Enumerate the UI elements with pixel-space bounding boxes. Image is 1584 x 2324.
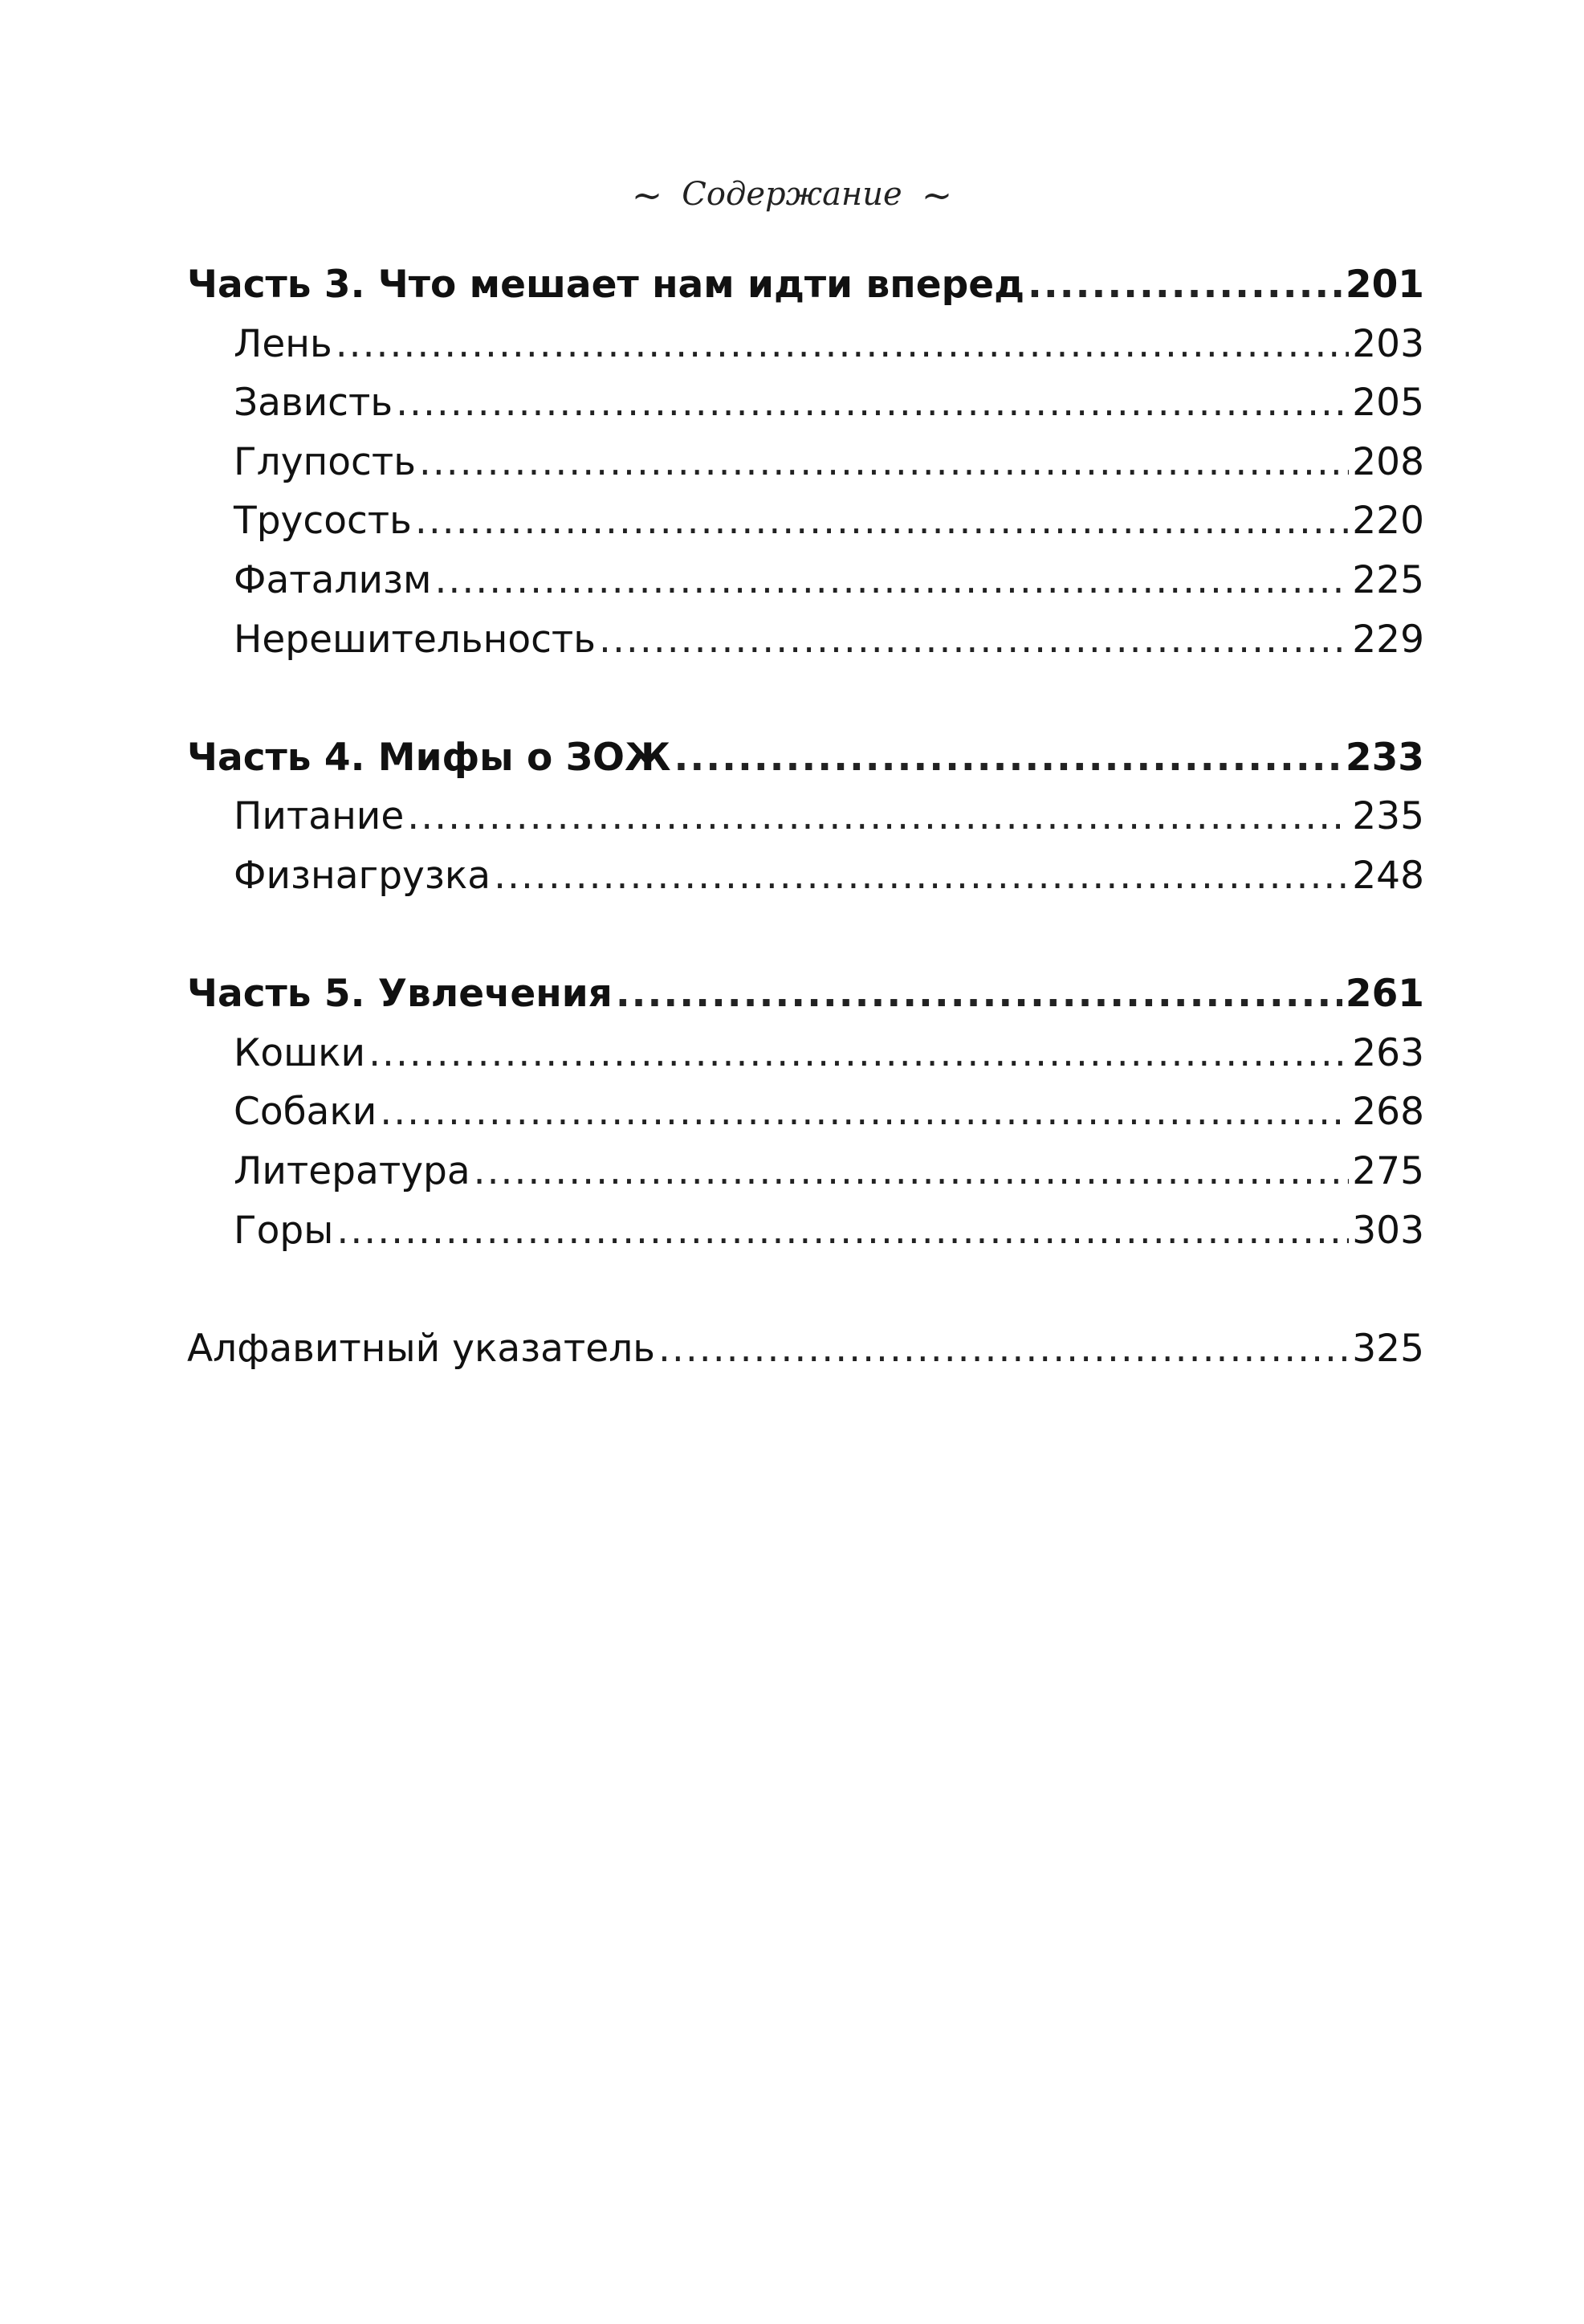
toc-entry-page: 201	[1345, 263, 1424, 307]
toc-entry-nereshitelnost[interactable]	[187, 610, 1424, 670]
toc-entry-page: 275	[1352, 1148, 1424, 1193]
tilde-ornament-right: ~	[921, 173, 953, 217]
toc-entry-part-4[interactable]	[187, 728, 1424, 788]
toc-entry-fiznagruzka[interactable]	[187, 846, 1424, 906]
toc-entry-title: Горы	[234, 1208, 334, 1253]
toc-entry-title: Часть 5. Увлечения	[187, 972, 613, 1017]
toc-entry-part-5[interactable]	[187, 964, 1424, 1024]
toc-entry-title: Нерешительность	[234, 617, 596, 662]
toc-entry-page: 205	[1352, 381, 1424, 426]
dot-leader	[407, 787, 1349, 846]
toc-entry-len[interactable]	[187, 315, 1424, 374]
toc-entry-glupost[interactable]	[187, 433, 1424, 492]
toc-entry-trusost[interactable]	[187, 491, 1424, 551]
toc-entry-page: 203	[1352, 321, 1424, 366]
toc-entry-page: 248	[1352, 853, 1424, 898]
dot-leader	[494, 846, 1349, 906]
toc-entry-title: Фатализм	[234, 557, 432, 602]
dot-leader	[616, 964, 1342, 1024]
toc-entry-title: Глупость	[234, 439, 416, 484]
toc-entry-title: Лень	[234, 321, 332, 366]
running-head	[0, 170, 1584, 217]
dot-leader	[474, 1142, 1350, 1201]
dot-leader	[674, 728, 1342, 788]
toc-entry-title: Трусость	[234, 499, 412, 544]
dot-leader	[1028, 255, 1342, 315]
toc-entry-page: 225	[1352, 557, 1424, 602]
table-of-contents	[187, 255, 1424, 1378]
toc-entry-page: 261	[1345, 972, 1424, 1017]
toc-entry-fatalizm[interactable]	[187, 551, 1424, 610]
toc-entry-title: Часть 4. Мифы о ЗОЖ	[187, 735, 671, 780]
toc-entry-gory[interactable]	[187, 1201, 1424, 1261]
toc-entry-page: 235	[1352, 794, 1424, 839]
toc-entry-title: Часть 3. Что мешает нам идти вперед	[187, 263, 1025, 307]
toc-entry-page: 233	[1345, 735, 1424, 780]
dot-leader	[396, 373, 1349, 433]
toc-entry-page: 325	[1352, 1326, 1424, 1371]
toc-entry-page: 263	[1352, 1030, 1424, 1075]
toc-entry-pitanie[interactable]	[187, 787, 1424, 846]
dot-leader	[415, 491, 1349, 551]
running-head-title: Содержание	[682, 176, 902, 213]
dot-leader	[336, 1201, 1349, 1261]
toc-entry-title: Зависть	[234, 381, 393, 426]
toc-entry-page: 303	[1352, 1208, 1424, 1253]
toc-entry-zavist[interactable]	[187, 373, 1424, 433]
toc-entry-title: Алфавитный указатель	[187, 1326, 655, 1371]
toc-entry-title: Питание	[234, 794, 405, 839]
toc-entry-title: Собаки	[234, 1090, 377, 1135]
dot-leader	[369, 1024, 1349, 1083]
toc-entry-koshki[interactable]	[187, 1024, 1424, 1083]
dot-leader	[419, 433, 1349, 492]
toc-entry-page: 220	[1352, 499, 1424, 544]
toc-entry-page: 208	[1352, 439, 1424, 484]
toc-entry-sobaki[interactable]	[187, 1082, 1424, 1142]
toc-entry-title: Кошки	[234, 1030, 366, 1075]
dot-leader	[336, 315, 1350, 374]
toc-entry-page: 268	[1352, 1090, 1424, 1135]
toc-entry-page: 229	[1352, 617, 1424, 662]
tilde-ornament-left: ~	[631, 173, 663, 217]
toc-entry-title: Литература	[234, 1148, 470, 1193]
toc-entry-literatura[interactable]	[187, 1142, 1424, 1201]
dot-leader	[380, 1082, 1349, 1142]
toc-entry-part-3[interactable]	[187, 255, 1424, 315]
dot-leader	[434, 551, 1349, 610]
dot-leader	[658, 1319, 1349, 1379]
toc-entry-title: Физнагрузка	[234, 853, 491, 898]
dot-leader	[599, 610, 1349, 670]
toc-entry-alphabetical-index[interactable]	[187, 1319, 1424, 1379]
